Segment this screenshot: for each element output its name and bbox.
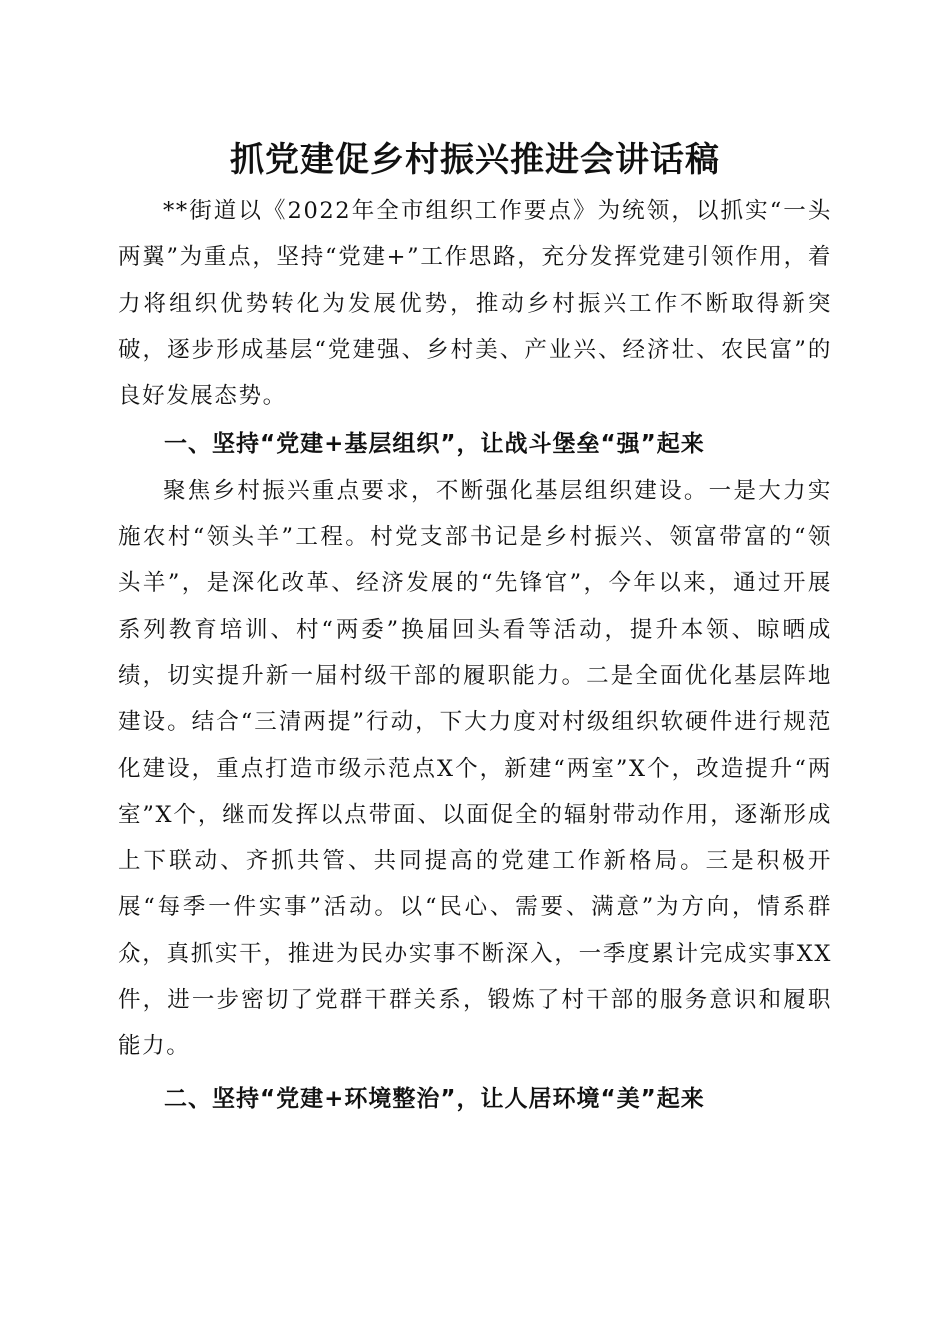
intro-paragraph: **街道以《2022年全市组织工作要点》为统领，以抓实“一头两翼”为重点，坚持“党建+”工作思路，充分发挥党建引领作用，着力将组织优势转化为发展优势，推动乡村振兴工作不断取得新突破，逐步形成基层“党建强、乡村美、产业兴、经济壮、农民富”的良好发展态势。 [118, 198, 832, 410]
document-title: 抓党建促乡村振兴推进会讲话稿 [230, 140, 720, 180]
section-heading-2: 二、坚持“党建+环境整治”，让人居环境“美”起来 [164, 1085, 705, 1112]
section-heading-1: 一、坚持“党建+基层组织”，让战斗堡垒“强”起来 [164, 431, 705, 458]
section-body-1: 聚焦乡村振兴重点要求，不断强化基层组织建设。一是大力实施农村“领头羊”工程。村党支部书记是乡村振兴、领富带富的“领头羊”，是深化改革、经济发展的“先锋官”，今年以来，通过开展系列教育培训、村“两委”换届回头看等活动，提升本领、晾晒成绩，切实提升新一届村级干部的履职能力。二是全面优化基层阵地建设。结合“三清两提”行动，下大力度对村级组织软硬件进行规范化建设，重点打造市级示范点X个，新建“两室”X个，改造提升“两室”X个，继而发挥以点带面、以面促全的辐射带动作用，逐渐形成上下联动、齐抓共管、共同提高的党建工作新格局。三是积极开展“每季一件实事”活动。以“民心、需要、满意”为方向，情系群众，真抓实干，推进为民办实事不断深入，一季度累计完成实事XX件，进一步密切了党群干群关系，锻炼了村干部的服务意识和履职能力。 [118, 477, 832, 1060]
